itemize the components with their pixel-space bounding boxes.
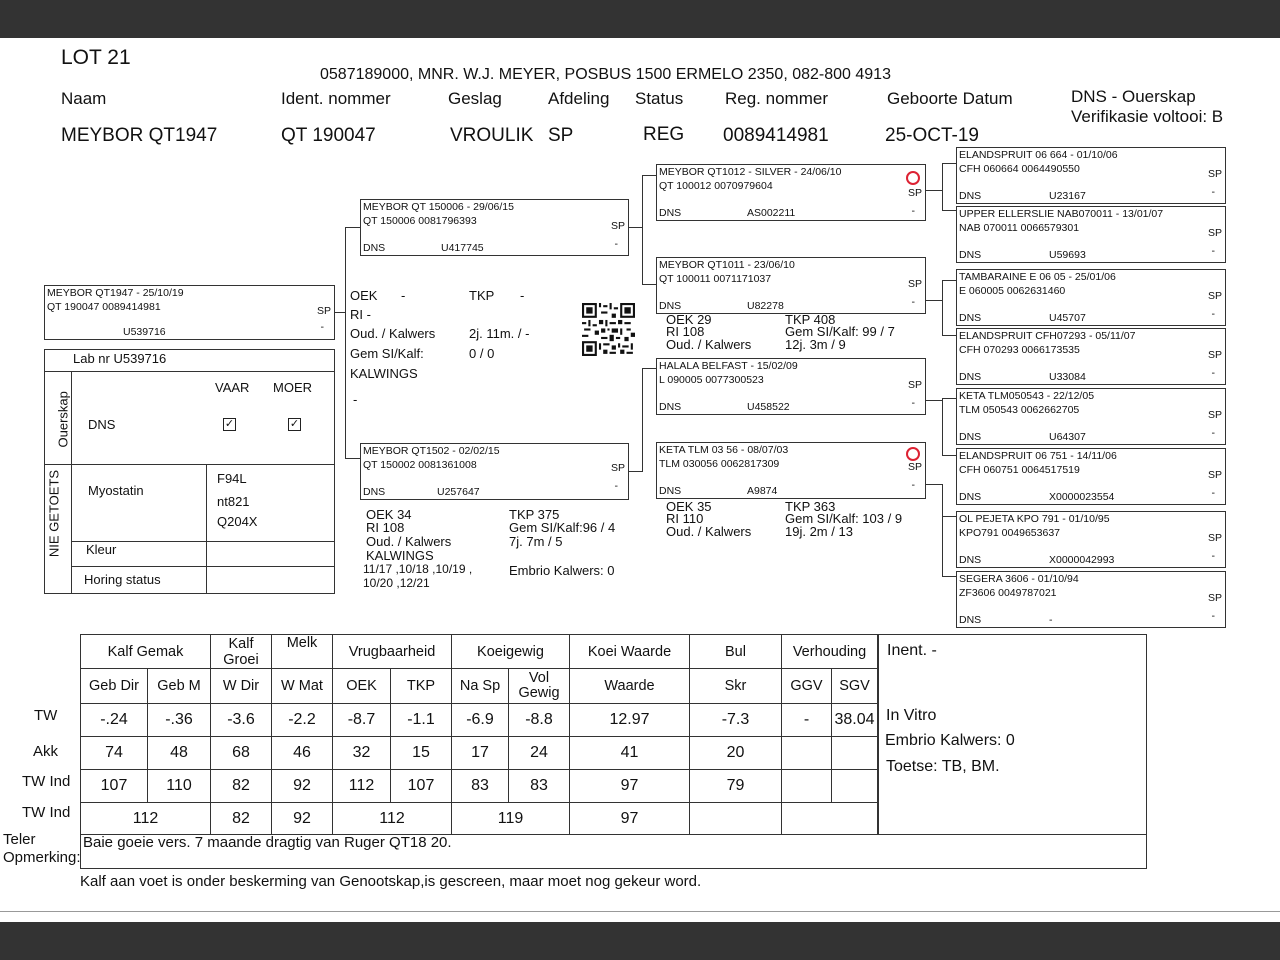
label-geboorte: Geboorte Datum	[887, 89, 1013, 108]
group-header: Kalf Gemak	[81, 635, 211, 669]
lot-number: LOT 21	[61, 46, 131, 69]
label-status: Status	[635, 89, 684, 108]
ggp-ids: CFH 070293 0066173535	[959, 344, 1080, 356]
tw-cell: -8.7	[333, 704, 391, 737]
dam-title: MEYBOR QT1502 - 02/02/15	[363, 445, 500, 457]
divider	[44, 371, 335, 372]
table-row	[81, 704, 878, 737]
society-logo-icon	[906, 447, 920, 461]
connector	[642, 175, 643, 285]
divider	[71, 371, 72, 594]
ggp-breed: SP	[1207, 168, 1222, 180]
twind-cell	[782, 770, 832, 803]
gp-dash: -	[911, 205, 915, 217]
connector	[942, 516, 956, 517]
gp-dash: -	[911, 296, 915, 308]
tw-cell: -8.8	[509, 704, 570, 737]
akk-cell: 48	[148, 737, 211, 770]
sire-dash: -	[614, 238, 618, 250]
breeding-values-table	[80, 634, 878, 835]
twind-cell	[832, 770, 878, 803]
tw-cell: -3.6	[211, 704, 272, 737]
table-row	[81, 770, 878, 803]
sub-header: OEK	[333, 669, 391, 704]
gp2-stat-oud: Oud. / Kalwers	[666, 337, 752, 352]
ggp-code: U64307	[1049, 431, 1086, 443]
dam-box	[360, 443, 629, 500]
myostatin-value: F94L	[217, 471, 247, 486]
gp-breed: SP	[907, 379, 922, 391]
row-label: TW Ind	[22, 773, 71, 790]
grandparent-box	[656, 257, 926, 314]
divider	[44, 464, 335, 465]
gp-ids: QT 100011 0071171037	[659, 273, 772, 285]
group-header: Koeigewig	[452, 635, 570, 669]
twind2-cell: 112	[333, 803, 452, 835]
sire-title: MEYBOR QT 150006 - 29/06/15	[363, 201, 514, 213]
subject-title: MEYBOR QT1947 - 25/10/19	[47, 287, 184, 299]
gp-code: AS002211	[747, 207, 796, 219]
tw-cell: 38.04	[832, 704, 878, 737]
ggp-code: X0000042993	[1049, 554, 1115, 566]
lab-ouerskap: Ouerskap	[55, 391, 71, 448]
sub-header: Geb M	[148, 669, 211, 704]
ggp-dns: DNS	[959, 312, 982, 324]
value-geboorte: 25-OCT-19	[885, 125, 979, 146]
lab-vaar: VAAR	[215, 380, 250, 395]
divider	[0, 911, 1280, 912]
gp-title: MEYBOR QT1012 - SILVER - 24/06/10	[659, 166, 842, 178]
gp2-stat-ri: RI 108	[666, 324, 705, 339]
group-header: Kalf Groei	[211, 635, 272, 669]
ggp-ids: ZF3606 0049787021	[959, 587, 1057, 599]
twind-cell: 107	[81, 770, 148, 803]
ggp-dns: DNS	[959, 491, 982, 503]
twind2-cell	[782, 803, 878, 835]
dam-embrio: Embrio Kalwers: 0	[509, 563, 615, 578]
dam-stat-oud: Oud. / Kalwers	[366, 534, 452, 549]
ggp-ids: TLM 050543 0062662705	[959, 404, 1080, 416]
ggp-title: UPPER ELLERSLIE NAB070011 - 13/01/07	[959, 208, 1164, 220]
great-grandparent-box	[956, 269, 1226, 326]
lab-kleur: Kleur	[86, 542, 117, 557]
subject-kalwings: KALWINGS	[350, 366, 418, 381]
akk-cell: 24	[509, 737, 570, 770]
connector	[942, 455, 956, 456]
ggp-title: ELANDSPRUIT CFH07293 - 05/11/07	[959, 330, 1136, 342]
opmerking-label: Opmerking:	[3, 849, 81, 866]
subject-box	[44, 285, 335, 340]
value-afdeling: SP	[548, 125, 574, 146]
akk-cell: 68	[211, 737, 272, 770]
ggp-dash: -	[1211, 487, 1215, 499]
dam-stat-gemsi: Gem SI/Kalf:96 / 4	[509, 520, 616, 535]
ggp-dns: DNS	[959, 249, 982, 261]
dam-breed: SP	[610, 462, 625, 474]
table-row	[81, 737, 878, 770]
connector	[942, 516, 943, 576]
sire-breed: SP	[610, 220, 625, 232]
sub-header: W Dir	[211, 669, 272, 704]
sire-ids: QT 150006 0081796393	[363, 215, 477, 227]
connector	[926, 400, 942, 401]
twind2-cell: 82	[211, 803, 272, 835]
sub-header: Vol Gewig	[509, 669, 570, 704]
sire-dns: DNS	[363, 242, 386, 254]
ggp-dns: DNS	[959, 190, 982, 202]
dam-calving-dates: 11/17 ,10/18 ,10/19 ,	[363, 562, 473, 576]
connector	[642, 175, 656, 176]
ggp-dns: DNS	[959, 371, 982, 383]
footer-note: Kalf aan voet is onder beskerming van Genootskap,is gescreen, maar moet nog gekeur word.	[80, 873, 702, 890]
ggp-dash: -	[1211, 367, 1215, 379]
value-naam: MEYBOR QT1947	[61, 125, 218, 146]
twind-cell: 79	[690, 770, 782, 803]
twind-cell: 82	[211, 770, 272, 803]
gp-breed: SP	[907, 461, 922, 473]
gp-dash: -	[911, 397, 915, 409]
sub-header: W Mat	[272, 669, 333, 704]
ggp-dash: -	[1211, 186, 1215, 198]
ggp-dns: DNS	[959, 614, 982, 626]
connector	[642, 368, 643, 472]
dam-code: U257647	[437, 486, 480, 498]
gp4-stat-oud-value: 19j. 2m / 13	[785, 524, 853, 539]
gp4-stat-oud: Oud. / Kalwers	[666, 524, 752, 539]
sub-header: Na Sp	[452, 669, 509, 704]
gp2-stat-oud-value: 12j. 3m / 9	[785, 337, 846, 352]
connector	[345, 458, 360, 459]
moer-checked-icon: ✓	[289, 418, 300, 430]
sub-header: Geb Dir	[81, 669, 148, 704]
akk-cell: 32	[333, 737, 391, 770]
value-ident: QT 190047	[281, 125, 376, 146]
ggp-breed: SP	[1207, 409, 1222, 421]
sub-header: Waarde	[570, 669, 690, 704]
connector	[942, 576, 956, 577]
subject-breed: SP	[316, 305, 331, 317]
connector	[335, 312, 345, 313]
verification: Verifikasie voltooi: B	[1071, 107, 1224, 126]
ggp-dns: DNS	[959, 431, 982, 443]
grandparent-box	[656, 358, 926, 415]
great-grandparent-box	[956, 147, 1226, 204]
ggp-ids: CFH 060664 0064490550	[959, 163, 1080, 175]
gp-ids: QT 100012 0070979604	[659, 180, 773, 192]
ggp-breed: SP	[1207, 349, 1222, 361]
ggp-code: U59693	[1049, 249, 1086, 261]
akk-cell	[832, 737, 878, 770]
dam-stat-oud-value: 7j. 7m / 5	[509, 534, 563, 549]
dam-ids: QT 150002 0081361008	[363, 459, 477, 471]
subject-oek-label: OEK	[350, 288, 378, 303]
gp-title: HALALA BELFAST - 15/02/09	[659, 360, 798, 372]
gp-dns: DNS	[659, 207, 682, 219]
lab-dns: DNS	[88, 417, 116, 432]
akk-cell: 46	[272, 737, 333, 770]
subject-kalwings-value: -	[353, 392, 358, 407]
twind-cell: 107	[391, 770, 452, 803]
great-grandparent-box	[956, 388, 1226, 445]
society-logo-icon	[906, 171, 920, 185]
twind-cell: 112	[333, 770, 391, 803]
ggp-dash: -	[1211, 610, 1215, 622]
gp-breed: SP	[907, 187, 922, 199]
connector	[942, 335, 956, 336]
twind-cell: 92	[272, 770, 333, 803]
ggp-dash: -	[1211, 245, 1215, 257]
divider	[206, 464, 207, 594]
tw-cell: -2.2	[272, 704, 333, 737]
subject-ids: QT 190047 0089414981	[47, 301, 161, 313]
connector	[942, 398, 943, 456]
connector	[942, 210, 956, 211]
ggp-code: U33084	[1049, 371, 1086, 383]
label-naam: Naam	[61, 89, 107, 108]
subject-tkp-label: TKP	[469, 288, 495, 303]
embrio-kalwers: Embrio Kalwers: 0	[885, 732, 1015, 749]
group-header: Melk	[272, 635, 333, 669]
ggp-title: SEGERA 3606 - 01/10/94	[959, 573, 1079, 585]
owner-contact: 0587189000, MNR. W.J. MEYER, POSBUS 1500 ERMELO 2350, 082-800 4913	[320, 66, 891, 83]
twind2-cell	[690, 803, 782, 835]
gp-ids: TLM 030056 0062817309	[659, 458, 780, 470]
connector	[926, 190, 942, 191]
sub-header: SGV	[832, 669, 878, 704]
twind-cell: 83	[452, 770, 509, 803]
ggp-dns: DNS	[959, 554, 982, 566]
dns-parentage: DNS - Ouerskap	[1071, 87, 1196, 106]
connector	[926, 484, 942, 485]
sire-code: U417745	[441, 242, 484, 254]
label-ident: Ident. nommer	[281, 89, 391, 108]
twind-cell: 83	[509, 770, 570, 803]
row-label: TW Ind	[22, 804, 71, 821]
value-status: REG	[643, 124, 685, 145]
top-bar	[0, 0, 1280, 38]
twind2-cell: 97	[570, 803, 690, 835]
great-grandparent-box	[956, 328, 1226, 385]
connector	[642, 284, 656, 285]
twind-cell: 110	[148, 770, 211, 803]
ggp-ids: KPO791 0049653637	[959, 527, 1061, 539]
gp-title: MEYBOR QT1011 - 23/06/10	[659, 259, 795, 271]
akk-cell: 41	[570, 737, 690, 770]
gp-title: KETA TLM 03 56 - 08/07/03	[659, 444, 789, 456]
gp-breed: SP	[907, 278, 922, 290]
vaar-checked-icon: ✓	[224, 418, 235, 430]
gp4-stat-ri: RI 110	[666, 511, 704, 526]
dam-dash: -	[614, 480, 618, 492]
value-reg: 0089414981	[723, 125, 829, 146]
table-row	[81, 803, 878, 835]
tw-cell: -7.3	[690, 704, 782, 737]
sire-box	[360, 199, 629, 256]
in-vitro: In Vitro	[886, 707, 937, 724]
dam-dns: DNS	[363, 486, 386, 498]
ggp-dash: -	[1211, 550, 1215, 562]
ggp-breed: SP	[1207, 532, 1222, 544]
ggp-breed: SP	[1207, 469, 1222, 481]
gp2-stat-gemsi: Gem SI/Kalf: 99 / 7	[785, 324, 895, 339]
bottom-bar	[0, 922, 1280, 960]
lab-myostatin: Myostatin	[88, 483, 144, 498]
lab-moer: MOER	[273, 380, 312, 395]
gp-ids: L 090005 0077300523	[659, 374, 764, 386]
twind2-cell: 119	[452, 803, 570, 835]
great-grandparent-box	[956, 511, 1226, 568]
ggp-title: KETA TLM050543 - 22/12/05	[959, 390, 1095, 402]
gp-code: U82278	[747, 300, 784, 312]
akk-cell: 74	[81, 737, 148, 770]
ggp-code: U23167	[1049, 190, 1086, 202]
great-grandparent-box	[956, 206, 1226, 263]
myostatin-value: Q204X	[217, 514, 258, 529]
grandparent-box	[656, 164, 926, 221]
gp-dns: DNS	[659, 401, 682, 413]
tw-cell: -1.1	[391, 704, 452, 737]
inent: Inent. -	[887, 642, 937, 659]
connector	[942, 163, 956, 164]
connector	[942, 280, 956, 281]
ggp-title: ELANDSPRUIT 06 751 - 14/11/06	[959, 450, 1117, 462]
group-header: Vrugbaarheid	[333, 635, 452, 669]
divider	[71, 566, 335, 567]
grandparent-box	[656, 442, 926, 499]
connector	[345, 227, 360, 228]
group-header: Koei Waarde	[570, 635, 690, 669]
sub-header: TKP	[391, 669, 452, 704]
great-grandparent-box	[956, 448, 1226, 505]
connector	[642, 368, 656, 369]
ggp-breed: SP	[1207, 592, 1222, 604]
gp-dns: DNS	[659, 300, 682, 312]
akk-cell: 17	[452, 737, 509, 770]
subject-oek-value: -	[401, 288, 406, 303]
connector	[942, 280, 943, 336]
myostatin-value: nt821	[217, 494, 250, 509]
connector	[629, 227, 642, 228]
tw-cell: 12.97	[570, 704, 690, 737]
group-header: Verhouding	[782, 635, 878, 669]
toetse: Toetse: TB, BM.	[886, 758, 1000, 775]
gp-code: U458522	[747, 401, 790, 413]
row-label: Akk	[33, 743, 59, 760]
ggp-title: TAMBARAINE E 06 05 - 25/01/06	[959, 271, 1116, 283]
lab-number: Lab nr U539716	[73, 351, 167, 366]
ggp-breed: SP	[1207, 290, 1222, 302]
dam-stat-ri: RI 108	[366, 520, 405, 535]
group-header: Bul	[690, 635, 782, 669]
subject-ri: RI -	[350, 307, 371, 322]
twind-cell: 97	[570, 770, 690, 803]
dam-kalwings: KALWINGS	[366, 548, 434, 563]
ggp-code: U45707	[1049, 312, 1086, 324]
value-geslag: VROULIK	[450, 125, 534, 146]
sub-header: Skr	[690, 669, 782, 704]
great-grandparent-box	[956, 571, 1226, 628]
gp2-stat-oek: OEK 29	[666, 312, 712, 327]
ggp-dash: -	[1211, 308, 1215, 320]
connector	[345, 227, 346, 459]
subject-gemsi-label: Gem SI/Kalf:	[350, 346, 424, 361]
ggp-breed: SP	[1207, 227, 1222, 239]
label-geslag: Geslag	[448, 89, 502, 108]
dam-stat-oek: OEK 34	[366, 507, 412, 522]
akk-cell: 15	[391, 737, 452, 770]
akk-cell: 20	[690, 737, 782, 770]
connector	[942, 398, 956, 399]
ggp-ids: NAB 070011 0066579301	[959, 222, 1080, 234]
ggp-title: ELANDSPRUIT 06 664 - 01/10/06	[959, 149, 1118, 161]
connector	[629, 471, 642, 472]
twind2-cell: 92	[272, 803, 333, 835]
subject-oud-value: 2j. 11m. / -	[469, 326, 530, 341]
tw-cell: -.24	[81, 704, 148, 737]
tw-cell: -6.9	[452, 704, 509, 737]
lab-nie-getoets: NIE GETOETS	[46, 469, 62, 558]
subject-oud-label: Oud. / Kalwers	[350, 326, 436, 341]
ggp-dash: -	[1211, 427, 1215, 439]
dam-stat-tkp: TKP 375	[509, 507, 560, 522]
gp2-stat-tkp: TKP 408	[785, 312, 836, 327]
gp4-stat-tkp: TKP 363	[785, 499, 836, 514]
subject-code: U539716	[123, 326, 166, 338]
ggp-code: -	[1049, 614, 1053, 626]
subject-dash: -	[320, 321, 324, 333]
gp-code: A9874	[747, 485, 778, 497]
subject-tkp-value: -	[520, 288, 525, 303]
qr-code-icon	[582, 303, 635, 356]
remarks-text: Baie goeie vers. 7 maande dragtig van Ruger QT18 20.	[83, 834, 452, 851]
gp4-stat-gemsi: Gem SI/Kalf: 103 / 9	[785, 511, 903, 526]
lab-horing: Horing status	[84, 572, 161, 587]
label-reg: Reg. nommer	[725, 89, 828, 108]
connector	[942, 163, 943, 211]
ggp-ids: CFH 060751 0064517519	[959, 464, 1080, 476]
akk-cell	[782, 737, 832, 770]
label-afdeling: Afdeling	[548, 89, 610, 108]
tw-cell: -	[782, 704, 832, 737]
gp4-stat-oek: OEK 35	[666, 499, 712, 514]
gp-dns: DNS	[659, 485, 682, 497]
teler-label: Teler	[3, 831, 36, 848]
gp-dash: -	[911, 479, 915, 491]
tw-cell: -.36	[148, 704, 211, 737]
row-label: TW	[34, 707, 58, 724]
connector	[942, 484, 943, 516]
ggp-ids: E 060005 0062631460	[959, 285, 1066, 297]
connector	[926, 300, 942, 301]
dam-calving-dates-2: 10/20 ,12/21	[363, 576, 430, 590]
ggp-code: X0000023554	[1049, 491, 1115, 503]
sub-header: GGV	[782, 669, 832, 704]
subject-gemsi-value: 0 / 0	[469, 346, 495, 361]
ggp-title: OL PEJETA KPO 791 - 01/10/95	[959, 513, 1110, 525]
twind2-cell: 112	[81, 803, 211, 835]
